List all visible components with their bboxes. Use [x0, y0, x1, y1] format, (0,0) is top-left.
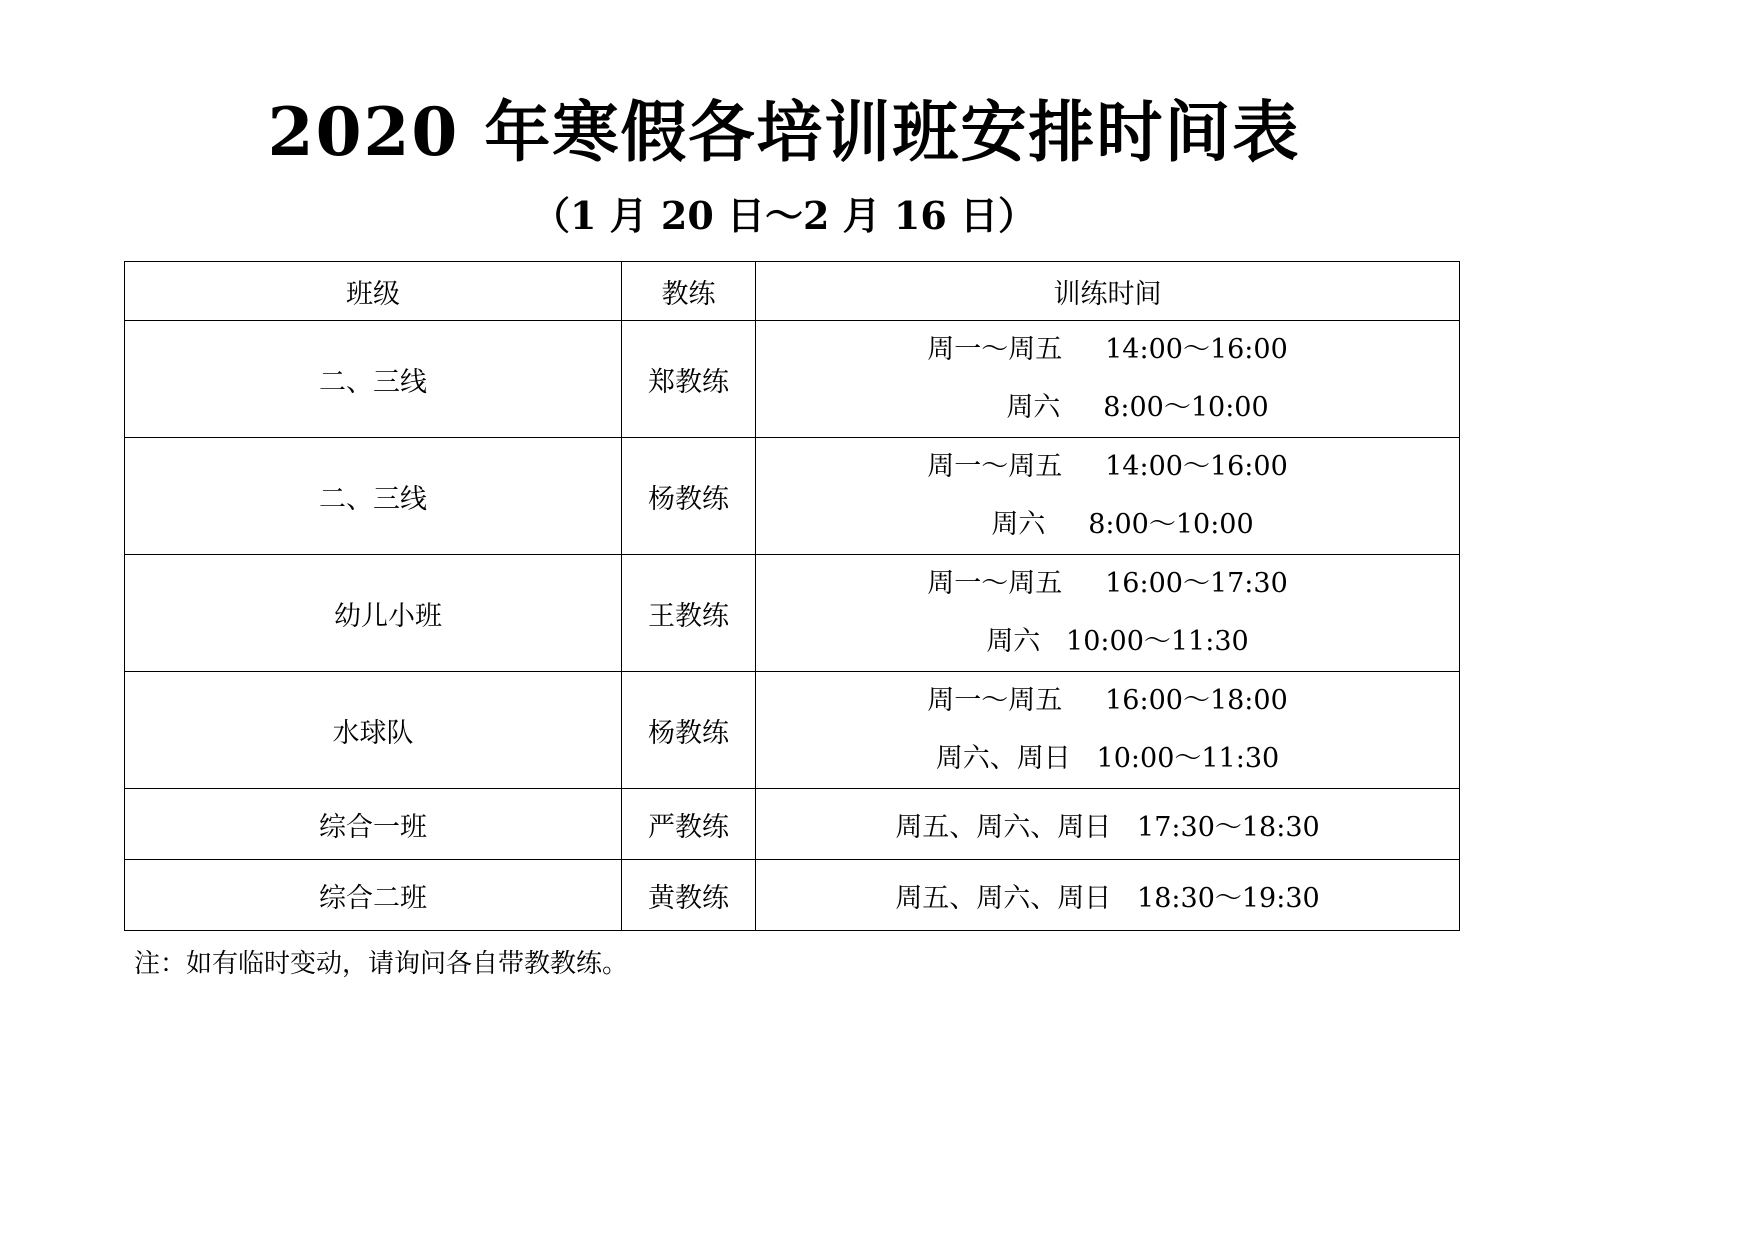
time-cell [756, 672, 1460, 789]
time-cell [756, 555, 1460, 672]
time-line-weekday: 周一～周五 14:00～16:00 [927, 451, 1288, 482]
time-cell [756, 438, 1460, 555]
table-row [125, 860, 1460, 931]
class-cell: 二、三线 [125, 438, 622, 555]
header-coach: 教练 [622, 262, 756, 321]
time-line-weekend: 周六 10:00～11:30 [986, 626, 1249, 657]
class-cell: 水球队 [125, 672, 622, 789]
table-row [125, 672, 1460, 789]
table-row [125, 555, 1460, 672]
header-class: 班级 [125, 262, 622, 321]
page-title: 2020 年寒假各培训班安排时间表 [267, 93, 1301, 171]
time-cell: 周五、周六、周日 17:30～18:30 [756, 789, 1460, 860]
schedule-table [124, 261, 1460, 931]
time-line-weekend: 周六、周日 10:00～11:30 [935, 743, 1280, 774]
time-cell [756, 321, 1460, 438]
table-row [125, 789, 1460, 860]
header-time: 训练时间 [756, 262, 1460, 321]
table-header-row [125, 262, 1460, 321]
time-line-weekday: 周一～周五 16:00～18:00 [927, 685, 1288, 716]
footnote: 注：如有临时变动，请询问各自带教教练。 [134, 949, 629, 979]
class-cell: 二、三线 [125, 321, 622, 438]
table-row [125, 321, 1460, 438]
table-row [125, 438, 1460, 555]
coach-cell: 严教练 [622, 789, 756, 860]
class-cell: 综合二班 [125, 860, 622, 931]
coach-cell: 黄教练 [622, 860, 756, 931]
date-range-subtitle: （1 月 20 日～2 月 16 日） [531, 193, 1037, 238]
time-line-weekend: 周六 8:00～10:00 [991, 509, 1254, 540]
class-cell: 综合一班 [125, 789, 622, 860]
time-line-weekday: 周一～周五 14:00～16:00 [927, 334, 1288, 365]
coach-cell: 杨教练 [622, 672, 756, 789]
class-cell: 幼儿小班 [125, 555, 622, 672]
time-line-weekday: 周一～周五 16:00～17:30 [927, 568, 1288, 599]
time-line-weekend: 周六 8:00～10:00 [1006, 392, 1269, 423]
coach-cell: 王教练 [622, 555, 756, 672]
time-cell: 周五、周六、周日 18:30～19:30 [756, 860, 1460, 931]
coach-cell: 杨教练 [622, 438, 756, 555]
coach-cell: 郑教练 [622, 321, 756, 438]
